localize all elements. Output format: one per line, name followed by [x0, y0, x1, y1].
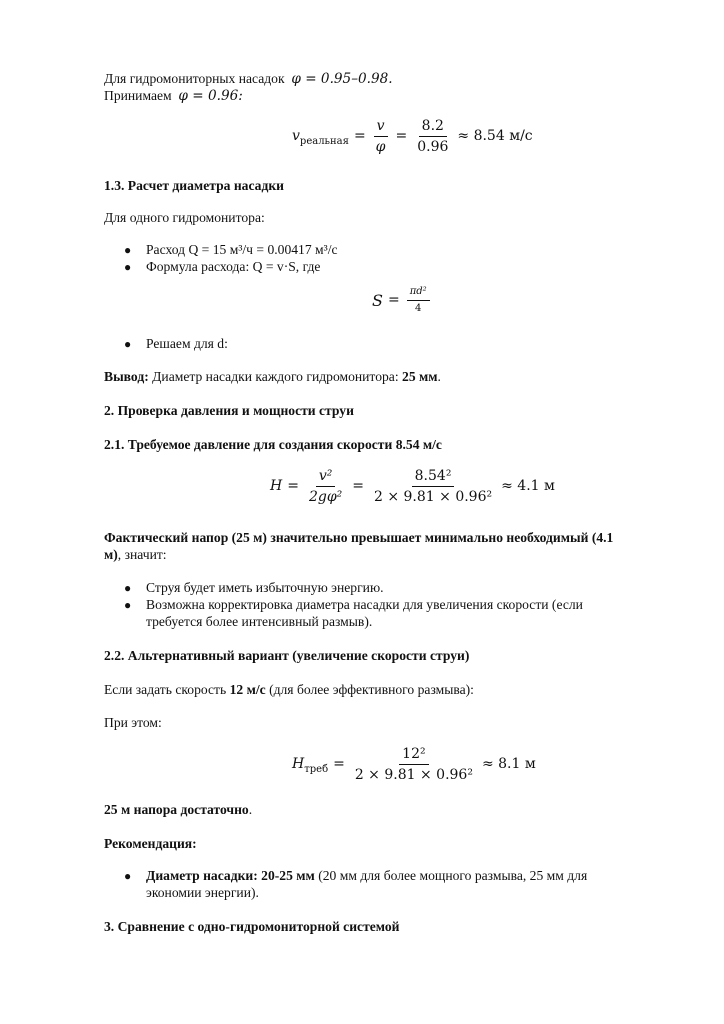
conclusion-text: Диаметр насадки каждого гидромонитора:: [152, 369, 399, 384]
bullet-dot: ●: [124, 260, 132, 274]
recommendation-heading: Рекомендация:: [104, 836, 197, 851]
formula-hreq-sub: треб: [304, 764, 329, 775]
enough-end: .: [248, 802, 253, 817]
section-1-3-heading: 1.3. Расчет диаметра насадки: [104, 178, 284, 193]
head-note-line-1: Фактический напор (25 м) значительно превышает минимально необходимый (4.1: [104, 530, 614, 545]
conclusion-line: [104, 368, 441, 385]
formula-s-frac: [407, 286, 430, 315]
formula-hreq-frac: [352, 746, 476, 783]
formula-hreq-result: ≈ 8.1 м: [481, 756, 536, 772]
bullet-excess-energy: Струя будет иметь избыточную энергию.: [146, 580, 384, 595]
formula-s-num: πd²: [407, 286, 430, 301]
formula-v-frac1: [373, 118, 389, 155]
formula-v-real: v $_{реальная}$ = $\frac{v}{\varphi}$ = $\frac{8.2}{0.96}$ ≈ 8.54 м/с: [292, 118, 533, 155]
bullet-solve-d: Решаем для d:: [146, 336, 228, 351]
formula-h: H = $\frac{\text{v²}}{\text{2gφ²}}$ = $\frac{\text{8.54²}}{\text{2 × 9.81 × 0.96²}}$ ≈ 4.1 м: [270, 468, 555, 505]
bullet-correction-1: Возможна корректировка диаметра насадки для увеличения скорости (если: [146, 597, 583, 612]
section-2-heading: 2. Проверка давления и мощности струи: [104, 403, 354, 418]
formula-s-lhs: S: [372, 291, 383, 310]
formula-h-frac1: [306, 468, 345, 505]
conclusion-end: .: [437, 369, 441, 384]
rec-rest: (20 мм для более мощного размыва, 25 мм для: [318, 868, 588, 883]
section-1-3-lead: Для одного гидромонитора:: [104, 210, 265, 225]
head-note-line-2: [104, 546, 167, 563]
formula-v-frac1-num: v: [374, 118, 388, 137]
bullet-dot: ●: [124, 337, 132, 351]
intro-line-1: [104, 70, 393, 88]
rec-bold: Диаметр насадки: 20-25 мм: [146, 868, 315, 883]
bullet-correction-2: требуется более интенсивный размыв).: [146, 614, 373, 629]
section-2-2-heading: 2.2. Альтернативный вариант (увеличение скорости струи): [104, 648, 470, 663]
formula-h-frac2: [371, 468, 495, 505]
formula-h-result: ≈ 4.1 м: [501, 478, 555, 494]
lead-post: (для более эффективного размыва):: [269, 682, 474, 697]
bullet-flow-rate: Расход Q = 15 м³/ч = 0.00417 м³/с: [146, 242, 338, 257]
formula-v-lhs-sub: реальная: [299, 136, 349, 147]
formula-v-lhs: v: [292, 128, 300, 144]
section-2-1-heading: 2.1. Требуемое давление для создания скорости 8.54 м/с: [104, 437, 442, 452]
formula-v-result: ≈ 8.54 м/с: [457, 128, 533, 144]
lead-speed: 12 м/с: [229, 682, 266, 697]
intro-text-2: Принимаем: [104, 88, 172, 103]
formula-h-req: H $_{треб}$ = $\frac{\text{12²}}{\text{2 × 9.81 × 0.96²}}$ ≈ 8.1 м: [292, 746, 536, 783]
formula-h-frac1-den: 2gφ²: [308, 489, 343, 505]
phi-value: φ = 0.96:: [178, 88, 243, 104]
formula-v-frac1-den: φ: [375, 139, 386, 155]
at-this-line: При этом:: [104, 715, 162, 730]
section-3-heading: 3. Сравнение с одно-гидромониторной системой: [104, 919, 400, 934]
conclusion-label: Вывод:: [104, 369, 149, 384]
formula-v-frac2-den: 0.96: [417, 139, 449, 155]
section-2-2-lead: [104, 681, 474, 698]
formula-h-frac1-num: v²: [316, 468, 336, 487]
formula-hreq-den: 2 × 9.81 × 0.96²: [354, 767, 473, 783]
formula-h-frac2-den: 2 × 9.81 × 0.96²: [373, 489, 493, 505]
enough-bold: 25 м напора достаточно: [104, 802, 249, 817]
bullet-dot: ●: [124, 598, 132, 612]
head-note-bold: м): [104, 547, 118, 562]
enough-line: [104, 801, 252, 818]
formula-s-den: 4: [415, 303, 422, 314]
formula-h-frac2-num: 8.54²: [412, 468, 455, 487]
phi-range: φ = 0.95–0.98.: [291, 71, 393, 87]
rec-line-1: [146, 867, 587, 884]
rec-line-2: экономии энергии).: [146, 885, 259, 900]
formula-v-frac2: [414, 118, 451, 155]
bullet-dot: ●: [124, 869, 132, 883]
lead-pre: Если задать скорость: [104, 682, 227, 697]
bullet-flow-formula: Формула расхода: Q = v·S, где: [146, 259, 321, 274]
conclusion-value: 25 мм: [402, 369, 438, 384]
formula-s: S = $\frac{\text{πd²}}{4}$: [372, 286, 432, 315]
bullet-dot: ●: [124, 243, 132, 257]
formula-hreq-num: 12²: [399, 746, 428, 765]
formula-hreq-lhs: H: [292, 756, 305, 772]
formula-h-lhs: H: [270, 478, 283, 494]
intro-line-2: [104, 87, 243, 105]
bullet-dot: ●: [124, 581, 132, 595]
head-note-tail: , значит:: [117, 547, 167, 562]
formula-v-frac2-num: 8.2: [419, 118, 447, 137]
intro-text-1: Для гидромониторных насадок: [104, 71, 285, 86]
